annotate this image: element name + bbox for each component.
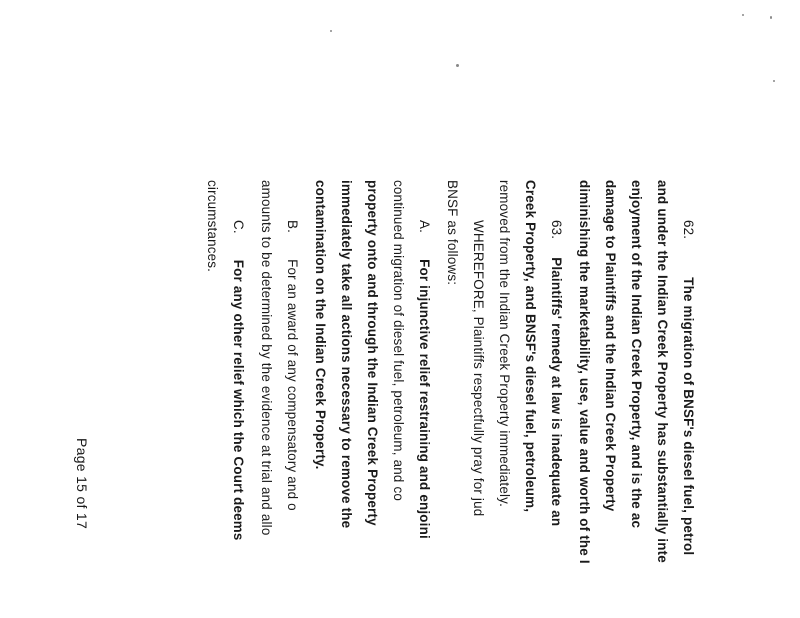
- scan-speck: [742, 14, 744, 16]
- item-b-line-1: B.For an award of any compensatory and o: [285, 220, 300, 511]
- para-63-number: 63.: [549, 220, 564, 240]
- scan-speck: [770, 16, 772, 19]
- wherefore-line-1: WHEREFORE, Plaintiffs respectfully pray for jud: [471, 220, 486, 517]
- item-a-line-3: property onto and through the Indian Creek Property: [365, 180, 380, 526]
- para-62-line-5: diminishing the marketability, use, value and worth of the I: [577, 180, 592, 564]
- item-c-line-1: C.For any other relief which the Court deems: [231, 220, 246, 541]
- para-63-line-1: 63.Plaintiffs' remedy at law is inadequate an: [549, 220, 564, 527]
- para-62-line-3: enjoyment of the Indian Creek Property, and is the ac: [629, 180, 644, 529]
- page-number-footer: Page 15 of 17: [74, 438, 90, 530]
- scan-speck: [456, 64, 459, 67]
- scan-speck: [330, 30, 332, 32]
- item-a-letter: A.: [417, 220, 432, 234]
- item-b-letter: B.: [285, 220, 300, 234]
- para-63-line-3: removed from the Indian Creek Property immediately.: [497, 180, 512, 507]
- para-62-line-1: 62.The migration of BNSF's diesel fuel, petrol: [681, 220, 696, 556]
- item-a-line-2: continued migration of diesel fuel, petroleum, and co: [391, 180, 406, 502]
- item-b-line-2: amounts to be determined by the evidence at trial and allo: [259, 180, 274, 536]
- para-62-line-4: damage to Plaintiffs and the Indian Creek Property: [603, 180, 618, 512]
- para-62-line-2: and under the Indian Creek Property has substantially inte: [655, 180, 670, 563]
- item-a-line-4: immediately take all actions necessary to remove the: [339, 180, 354, 529]
- item-c-line-2: circumstances.: [205, 180, 220, 273]
- item-a-line-5: contamination on the Indian Creek Property.: [313, 180, 328, 470]
- para-62-number: 62.: [681, 220, 696, 240]
- item-a-line-1: A.For injunctive relief restraining and enjoini: [417, 220, 432, 539]
- wherefore-line-2: BNSF as follows:: [445, 180, 460, 286]
- para-63-line-2: Creek Property, and BNSF's diesel fuel, petroleum,: [523, 180, 538, 513]
- scan-speck: [773, 80, 775, 82]
- item-c-letter: C.: [231, 220, 246, 234]
